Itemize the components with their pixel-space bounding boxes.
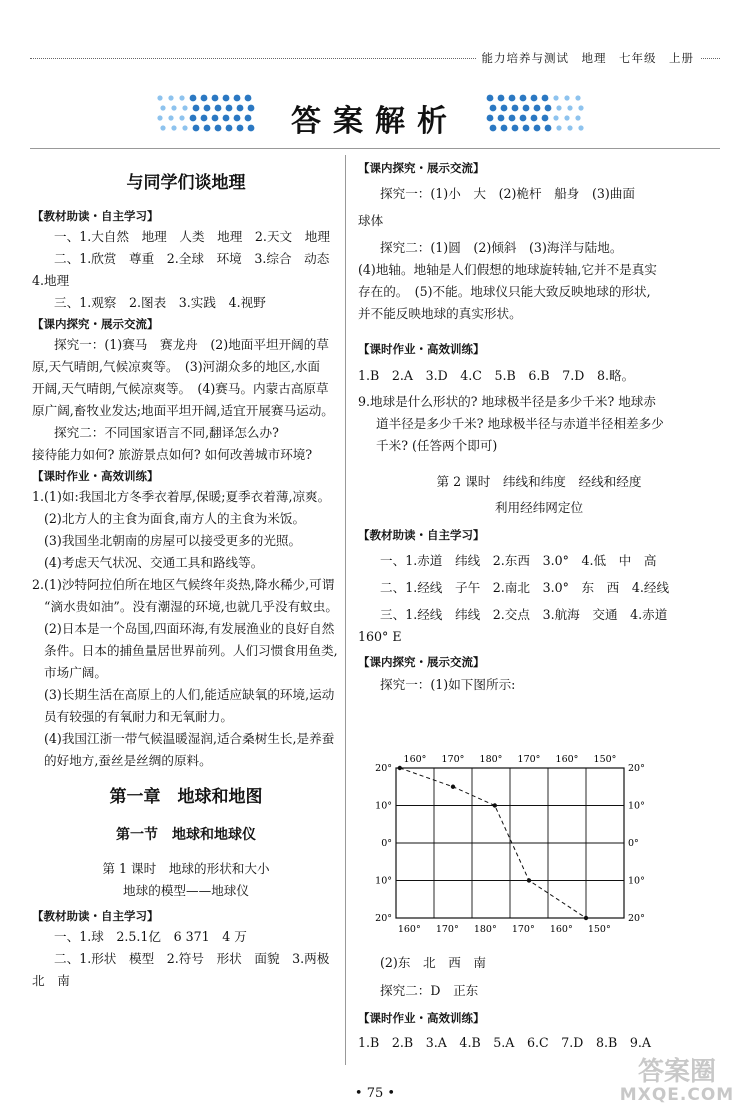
watermark-logo [612,1058,742,1110]
banner-dot [520,115,527,122]
answer-line: 并不能反映地球的真实形状。 [358,306,522,321]
banner-dot [578,125,583,130]
banner-dot [556,105,561,110]
banner-dot [534,125,541,132]
answer-line: 道半径是多少千米? 地球极半径与赤道半径相差多少 [376,416,664,431]
banner-dot [534,105,541,112]
answer-line: (4)我国江浙一带气候温暖湿润,适合桑树生长,是养蚕 [44,731,335,746]
answer-line: 千米? (任答两个即可) [376,438,498,453]
banner-dot [490,105,497,112]
banner-dot [215,105,222,112]
bottom-lon-label: 180° [473,924,497,935]
section-title: 第一节 地球和地球仪 [116,827,256,843]
section-heading: 【课内探究・展示交流】 [358,161,485,175]
right-lat-label: 10° [628,800,645,812]
top-lon-label: 170° [441,754,465,765]
banner-dot [575,115,580,120]
route-point [584,916,588,920]
banner-dot [575,95,580,100]
answer-line: 探究一：(1)赛马 赛龙舟 (2)地面平坦开阔的草 [54,337,329,352]
banner-dot [531,115,538,122]
banner-dot [193,125,200,132]
lesson-title-2: 第 2 课时 纬线和纬度 经线和经度 [436,474,642,489]
banner-dot [237,125,244,132]
answer-line: 探究二：D 正东 [380,983,479,998]
bottom-lon-label: 160° [549,924,573,935]
banner-dot [553,115,558,120]
watermark-text: 答案圈 [637,1057,716,1087]
banner-dot [179,115,184,120]
answer-line: 二、1.形状 模型 2.符号 形状 面貌 3.两极 [54,951,330,966]
banner-dot [564,115,569,120]
banner-dot [553,95,558,100]
answer-line: 开阔,天气晴朗,气候凉爽等。 (4)赛马。内蒙古高原草 [32,381,329,396]
answer-line: 接待能力如何? 旅游景点如何? 如何改善城市环境? [32,447,313,462]
answer-line: 北 南 [32,973,70,988]
section-heading: 【教材助读・自主学习】 [32,209,159,223]
route-point [527,878,531,882]
page-title: 答案解析 [291,104,459,139]
banner-dot [223,115,230,122]
column-divider [345,155,346,1065]
banner-dot [157,115,162,120]
route-point [398,766,402,770]
banner-dot [201,115,208,122]
header-text: 能力培养与测试 地理 七年级 上册 [476,50,701,66]
answer-line: (2)东 北 西 南 [380,955,486,970]
bottom-lon-label: 150° [587,924,611,935]
banner-dot [201,95,208,102]
banner-dot [523,125,530,132]
chapter-title: 第一章 地球和地图 [109,787,263,807]
banner-dot [509,115,516,122]
banner-dot [545,105,552,112]
banner-dot [204,125,211,132]
right-column-bottom [358,952,720,1054]
bottom-lon-label: 160° [397,924,421,935]
banner-dot [531,95,538,102]
banner-dot [542,95,549,102]
answer-line: (3)长期生活在高原上的人们,能适应缺氧的环境,运动 [44,687,335,702]
banner-dot [212,95,219,102]
right-lat-label: 10° [628,875,645,887]
top-lon-label: 160° [555,754,579,765]
watermark-url: MXQE.COM [619,1085,735,1105]
running-header [30,50,720,68]
answer-line: 的好地方,蚕丝是丝绸的原料。 [44,753,212,768]
answer-line: 9.地球是什么形状的? 地球极半径是多少千米? 地球赤 [358,394,656,409]
answer-line: 一、1.大自然 地理 人类 地理 2.天文 地理 [54,229,330,244]
left-lat-label: 10° [375,800,392,812]
left-lat-label: 20° [375,763,392,774]
section-heading: 【教材助读・自主学习】 [358,528,485,542]
answer-line: 一、1.赤道 纬线 2.东西 3.0° 4.低 中 高 [380,553,657,568]
page-number: • 75 • [354,1086,396,1101]
banner-dot [204,105,211,112]
answer-line: 原,天气晴朗,气候凉爽等。 (3)河湖众多的地区,水面 [32,359,321,374]
banner-dot [578,105,583,110]
banner-dot [523,105,530,112]
bottom-lon-label: 170° [435,924,459,935]
answer-line: (4)地轴。地轴是人们假想的地球旋转轴,它并不是真实 [358,262,657,277]
lesson-subtitle-1: 地球的模型——地球仪 [123,883,249,898]
banner-dot [215,125,222,132]
right-lat-label: 20° [628,763,645,774]
banner-dot [245,115,252,122]
banner-dot [171,105,176,110]
answer-line: 1.(1)如:我国北方冬季衣着厚,保暖;夏季衣着薄,凉爽。 [32,489,331,504]
left-lat-label: 20° [375,913,392,924]
answer-line: (4)考虑天气状况、交通工具和路线等。 [44,555,264,570]
banner-dot [512,105,519,112]
banner-dot [226,105,233,112]
banner-dot [501,105,508,112]
banner-dot [498,95,505,102]
banner-dot [223,95,230,102]
right-lat-label: 0° [628,838,639,849]
banner-dot [226,125,233,132]
top-lon-label: 150° [593,754,617,765]
section-heading: 【课时作业・高效训练】 [358,342,485,356]
top-lon-label: 170° [517,754,541,765]
banner-dot [545,125,552,132]
answer-line: 160° E [358,629,402,644]
banner-dot [542,115,549,122]
right-column [358,158,720,696]
banner-dot [520,95,527,102]
title-rule [30,148,720,149]
top-lon-label: 180° [479,754,503,765]
banner-dot [212,115,219,122]
banner-dot [168,115,173,120]
banner-dot [234,115,241,122]
answer-line: 三、1.经线 纬线 2.交点 3.航海 交通 4.赤道 [380,607,668,622]
section-heading: 【课内探究・展示交流】 [358,655,485,669]
section-heading: 【教材助读・自主学习】 [32,909,159,923]
banner-dot [501,125,508,132]
answer-line: 探究一：(1)如下图所示: [380,677,516,692]
banner-dot [237,105,244,112]
banner-dot [564,95,569,100]
answer-line: 二、1.欣赏 尊重 2.全球 环境 3.综合 动态 [54,251,330,266]
route-point [451,785,455,789]
section-heading: 【课内探究・展示交流】 [32,317,159,331]
answer-line: 一、1.球 2.5.1亿 6 371 4 万 [54,929,247,944]
banner-dot [160,125,165,130]
banner-dot [567,105,572,110]
answer-line: 存在的。 (5)不能。地球仪只能大致反映地球的形状, [358,284,651,299]
answer-line: (2)北方人的主食为面食,南方人的主食为米饭。 [44,511,306,526]
answer-line: 三、1.观察 2.图表 3.实践 4.视野 [54,295,266,310]
lesson-title: 与同学们谈地理 [126,173,246,193]
answer-line: 原广阔,畜牧业发达;地面平坦开阔,适宜开展赛马运动。 [32,403,334,418]
banner-dot [490,125,497,132]
answer-line: 1.B 2.B 3.A 4.B 5.A 6.C 7.D 8.B 9.A [358,1035,651,1050]
banner-dot [556,125,561,130]
answer-line: 二、1.经线 子午 2.南北 3.0° 东 西 4.经线 [380,580,670,595]
banner-dot [182,105,187,110]
answer-line: 4.地理 [32,273,70,288]
left-column [32,168,340,992]
answer-line: 球体 [358,213,384,228]
answer-line: (2)日本是一个岛国,四面环海,有发展渔业的良好自然 [44,621,335,636]
answer-line: 2.(1)沙特阿拉伯所在地区气候终年炎热,降水稀少,可谓 [32,577,335,592]
right-lat-label: 20° [628,913,645,924]
banner-dot [567,125,572,130]
banner-dot [190,115,197,122]
left-lat-label: 0° [381,838,392,849]
banner-dot [248,105,255,112]
answer-line: (3)我国坐北朝南的房屋可以接受更多的光照。 [44,533,302,548]
banner-dot [190,95,197,102]
section-heading: 【课时作业・高效训练】 [358,1011,485,1025]
section-heading: 【课时作业・高效训练】 [32,469,159,483]
banner-dot [248,125,255,132]
banner-dot [512,125,519,132]
banner-dot [171,125,176,130]
answer-line: 探究一：(1)小 大 (2)桅杆 船身 (3)曲面 [380,186,636,201]
banner-dot [179,95,184,100]
banner-dot [234,95,241,102]
banner-dot [509,95,516,102]
lesson-subtitle-2: 利用经纬网定位 [494,500,584,515]
lesson-title-1: 第 1 课时 地球的形状和大小 [102,861,270,876]
answer-line: 员有较强的有氧耐力和无氧耐力。 [44,709,233,724]
banner-dot [168,95,173,100]
route-point [493,803,497,807]
answer-line: 市场广阔。 [44,665,107,680]
answer-line: 1.B 2.A 3.D 4.C 5.B 6.B 7.D 8.略。 [358,368,635,383]
banner-dot [157,95,162,100]
answer-line: “滴水贵如油”。没有潮湿的环境,也就几乎没有蚊虫。 [44,599,338,614]
top-lon-label: 160° [403,754,427,765]
banner-dot [498,115,505,122]
banner-dot [160,105,165,110]
answer-line: 探究二：(1)圆 (2)倾斜 (3)海洋与陆地。 [380,240,623,255]
banner-dot [193,105,200,112]
graticule-figure [360,748,660,946]
banner-dot [245,95,252,102]
answer-line: 条件。日本的捕鱼量居世界前列。人们习惯食用鱼类, [44,643,338,658]
left-lat-label: 10° [375,875,392,887]
banner-dot [182,125,187,130]
answer-line: 探究二：不同国家语言不同,翻译怎么办? [54,425,279,440]
bottom-lon-label: 170° [511,924,535,935]
